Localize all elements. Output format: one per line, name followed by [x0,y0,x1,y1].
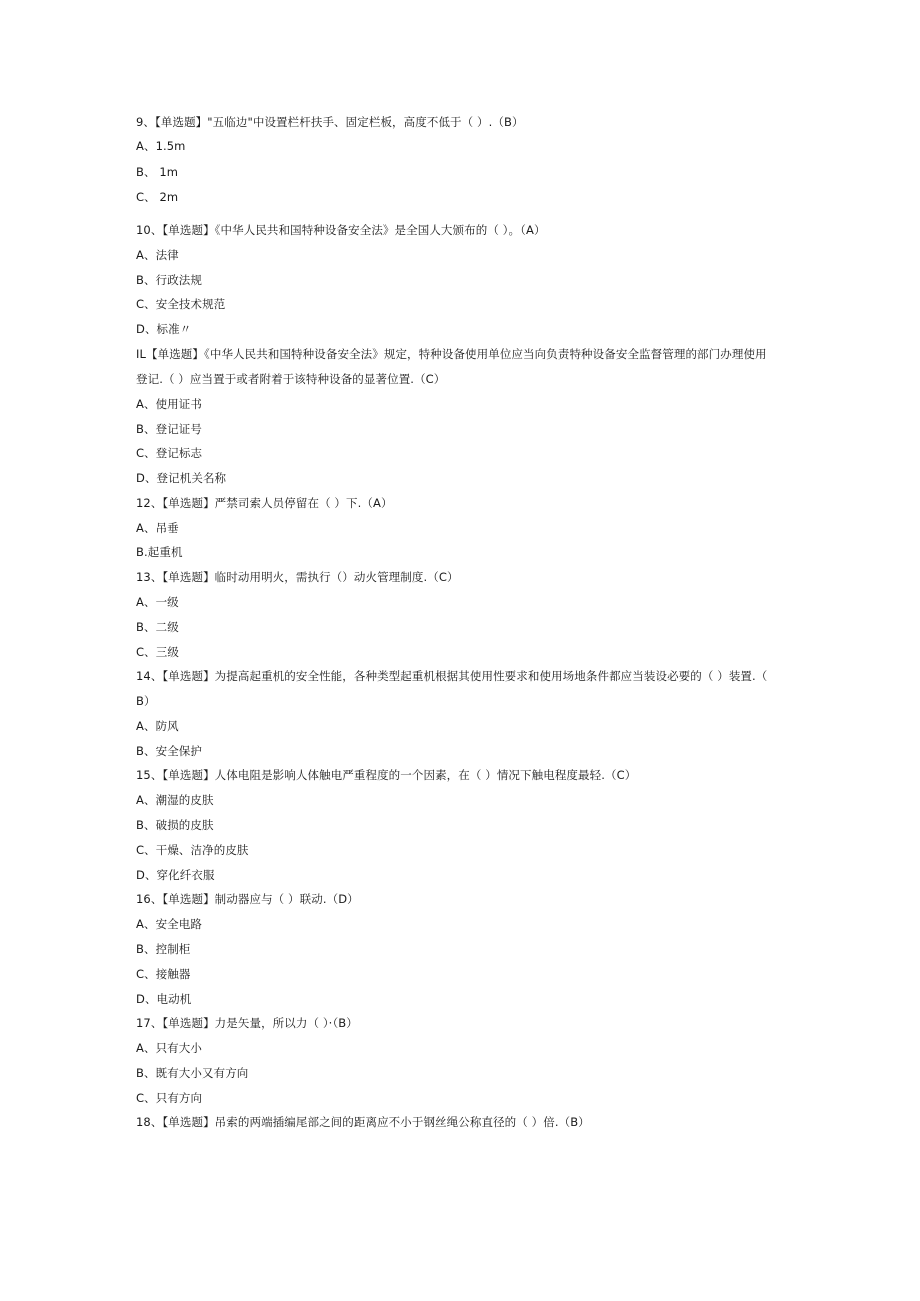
q13-option-c: C、三级 [136,645,179,659]
question-11-continued: 登记.（ ）应当置于或者附着于该特种设备的显著位置.（C） [136,372,446,386]
q11-option-b: B、登记证号 [136,422,202,436]
q9-option-c: C、 2m [136,190,179,204]
q17-option-b: B、既有大小又有方向 [136,1066,249,1080]
q16-option-b: B、控制柜 [136,942,191,956]
question-14-continued: B） [136,694,156,708]
q12-option-b: B.起重机 [136,545,183,559]
q13-option-b: B、二级 [136,620,179,634]
q17-option-c: C、只有方向 [136,1091,203,1105]
q12-option-a: A、吊垂 [136,521,179,535]
q10-option-b: B、行政法规 [136,273,202,287]
q14-option-b: B、安全保护 [136,744,202,758]
q15-option-a: A、潮湿的皮肤 [136,793,214,807]
q16-option-a: A、安全电路 [136,917,202,931]
q10-option-c: C、安全技术规范 [136,297,226,311]
q10-option-a: A、法律 [136,248,179,262]
q15-option-d: D、穿化纤衣服 [136,868,215,882]
q15-option-b: B、破损的皮肤 [136,818,214,832]
q13-option-a: A、一级 [136,595,179,609]
q9-option-b: B、 1m [136,165,179,179]
q11-option-a: A、使用证书 [136,397,202,411]
question-9: 9、【单选题】"五临边"中设置栏杆扶手、固定栏板，高度不低于（ ）.（B） [136,115,524,129]
question-17: 17、【单选题】力是矢量，所以力（ ）·（B） [136,1016,358,1030]
q9-option-a: A、1.5m [136,139,186,153]
question-11: IL【单选题】《中华人民共和国特种设备安全法》规定，特种设备使用单位应当向负责特种设备安全监督管理的部门办理使用 [136,347,767,361]
q15-option-c: C、干燥、洁净的皮肤 [136,843,249,857]
question-15: 15、【单选题】人体电阻是影响人体触电严重程度的一个因素，在（ ）情况下触电程度最轻.（C） [136,768,637,782]
q16-option-c: C、接触器 [136,967,191,981]
q11-option-c: C、登记标志 [136,446,203,460]
question-16: 16、【单选题】制动器应与（ ）联动.（D） [136,892,359,906]
question-10: 10、【单选题】《中华人民共和国特种设备安全法》是全国人大颁布的（ ）。（A） [136,223,546,237]
q10-option-d: D、标准〃 [136,322,192,336]
q17-option-a: A、只有大小 [136,1041,202,1055]
q11-option-d: D、登记机关名称 [136,471,227,485]
q16-option-d: D、电动机 [136,992,192,1006]
question-12: 12、【单选题】严禁司索人员停留在（ ）下.（A） [136,496,393,510]
question-13: 13、【单选题】临时动用明火，需执行（）动火管理制度.（C） [136,570,459,584]
question-14: 14、【单选题】为提高起重机的安全性能，各种类型起重机根据其使用性要求和使用场地条件都应当装设必要的（ ）装置.（ [136,669,768,683]
question-18: 18、【单选题】吊索的两端插编尾部之间的距离应不小于钢丝绳公称直径的（ ）倍.（B） [136,1115,590,1129]
q14-option-a: A、防风 [136,719,179,733]
